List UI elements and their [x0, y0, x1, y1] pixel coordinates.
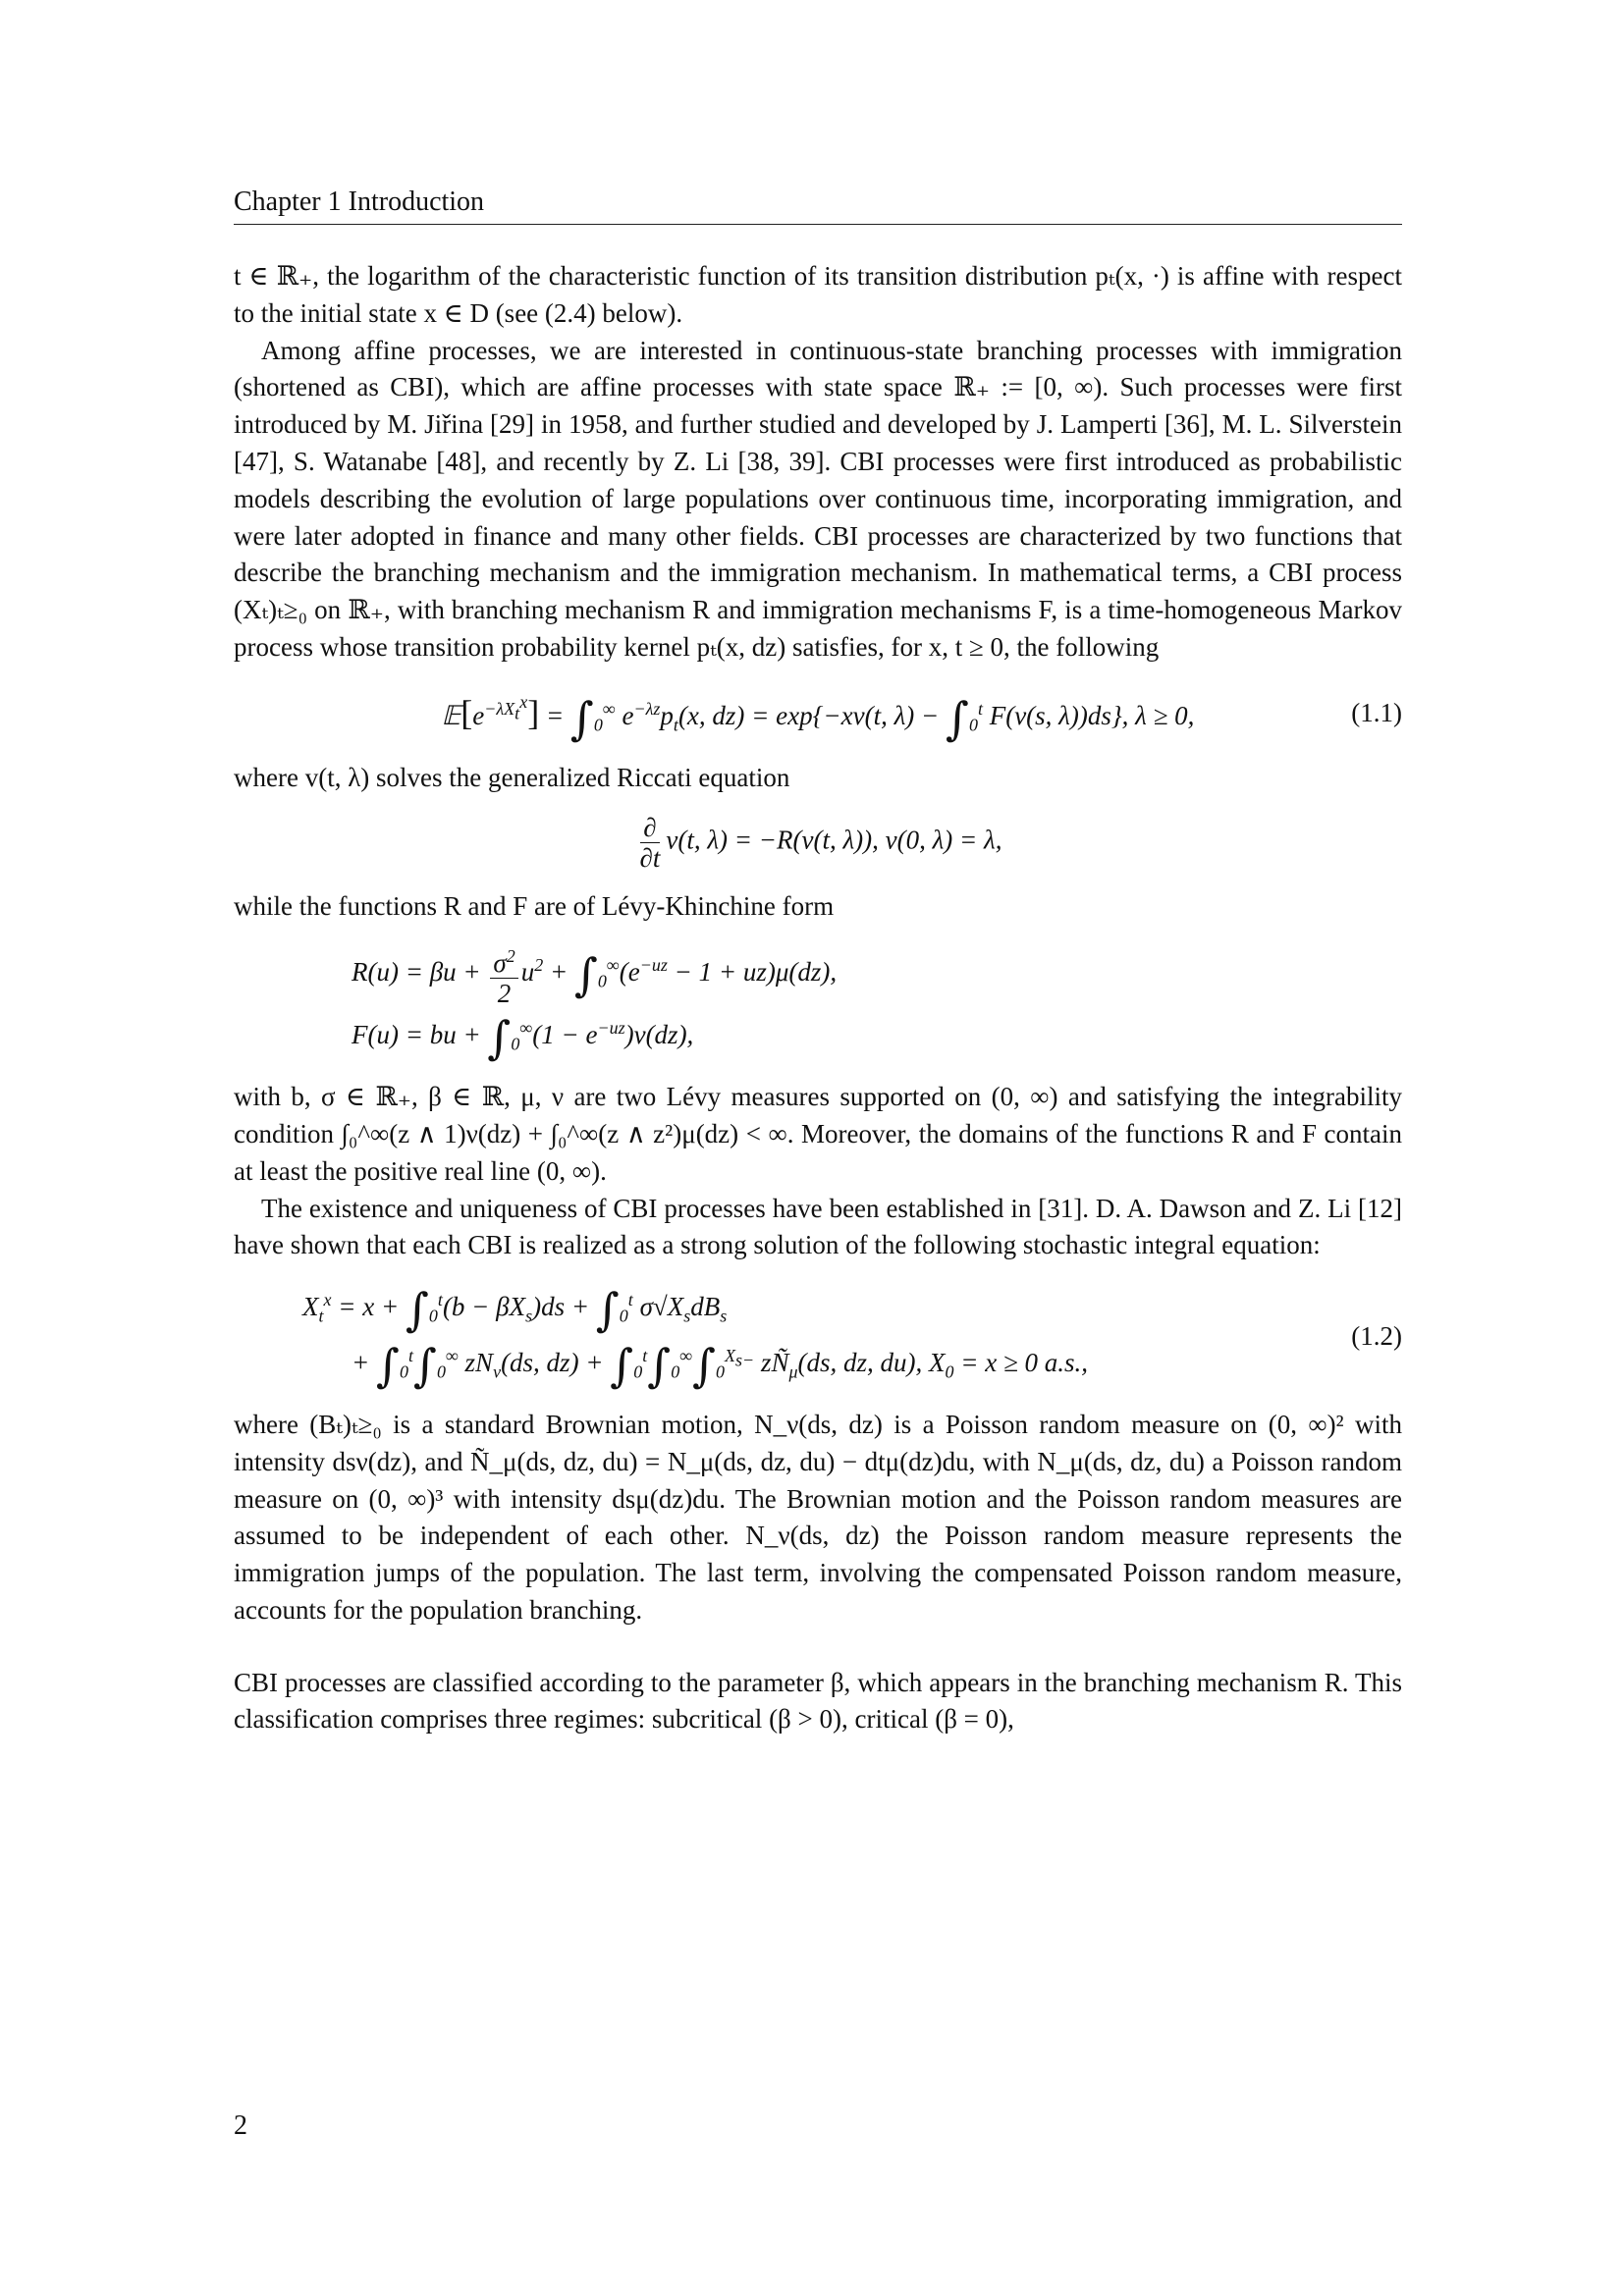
running-header: Chapter 1 Introduction [234, 187, 1402, 225]
paragraph-7: where (Bₜ)ₜ≥₀ is a standard Brownian motion, N_ν(ds, dz) is a Poisson random measure on (0, ∞)² with intensity dsν(dz), and Ñ_μ(ds, dz, du) = N_μ(ds, dz, du) − dtμ(dz)du, with N_μ(ds, dz, du) a Poisson random measure on (0, ∞)³ with intensity dsμ(dz)du. The Brownian motion and the Poisson random measures are assumed to be independent of each other. N_ν(ds, dz) the Poisson random measure represents the immigration jumps of the population. The last term, involving the compensated Poisson random measure, accounts for the population branching. [234, 1409, 1402, 1625]
main-text [234, 258, 1402, 1738]
equation-1-1: $𝔼[e^{-\lambda X_t^x}] = \int_0^\infty$ $e^{-\lambda z}p_t(x$, dz) = exp{−xv(t, $\lambda) - \int_0^t$ F(v(s, λ))ds}, λ ≥ 0, (1.1) [441, 691, 1402, 745]
paragraph-8: CBI processes are classified according to the parameter β, which appears in the branching mechanism R. This classification comprises three regimes: subcritical (β > 0), critical (β = 0), [234, 1667, 1402, 1735]
paragraph-6: The existence and uniqueness of CBI processes have been established in [31]. D. A. Dawson and Z. Li [12] have shown that each CBI is realized as a strong solution of the following stochastic integral equation: [234, 1193, 1402, 1260]
equation-1-2: $X_t^x = x + \int_0^t(b - \beta X_s)ds + \int_0^t$ $\sigma√X_sdB_s$ + $\int_0^t\int_0^\infty$ $zN_\nu(ds$, $dz) + \int_0^t\int_0^\infty\int_0^{X_{s-}}$ $zÑ_\mu(ds$, dz, du), $X_0 = x \ge 0$ a.s., (1.2) [302, 1283, 1402, 1392]
paragraph-4: while the functions R and F are of Lévy-Khinchine form [234, 890, 835, 921]
equation-number-1-2: (1.2) [1351, 1320, 1402, 1351]
paragraph-1: t ∈ ℝ₊, the logarithm of the characteristic function of its transition distribution pₜ(x, ·) is affine with respect to the initial state x ∈ D (see (2.4) below). [234, 261, 1402, 328]
equation-levy-khinchine: R(u) = βu + $\frac{\sigma^2}{2}$ $u^2 + \int_0^\infty(e^{-uz} - 1 + uz)\mu(dz)$, F(u) = bu + $\int_0^\infty(1 - e^{-uz})\nu(dz)$, [234, 941, 1402, 1063]
paragraph-5: with b, σ ∈ ℝ₊, β ∈ ℝ, μ, ν are two Lévy measures supported on (0, ∞) and satisfying the integrability condition ∫₀^∞(z ∧ 1)ν(dz) + ∫₀^∞(z ∧ z²)μ(dz) < ∞. Moreover, the domains of the functions R and F contain at least the positive real line (0, ∞). [234, 1082, 1402, 1186]
equation-number-1-1: (1.1) [1351, 698, 1402, 728]
equation-riccati: $\frac{\partial}{\partial t}$ v(t, λ) = −R(v(t, λ)), v(0, λ) = λ, [639, 812, 1002, 873]
paragraph-3: where v(t, λ) solves the generalized Riccati equation [234, 763, 790, 793]
paragraph-2: Among affine processes, we are interested in continuous-state branching processes with immigration (shortened as CBI), which are affine processes with state space ℝ₊ := [0, ∞). Such processes were first introduced by M. Jiřina [29] in 1958, and further studied and developed by J. Lamperti [36], M. L. Silverstein [47], S. Watanabe [48], and recently by Z. Li [38, 39]. CBI processes were first introduced as probabilistic models describing the evolution of large populations over continuous time, incorporating immigration, and were later adopted in finance and many other fields. CBI processes are characterized by two functions that describe the branching mechanism and the immigration mechanism. In mathematical terms, a CBI process (Xₜ)ₜ≥₀ on ℝ₊, with branching mechanism R and immigration mechanisms F, is a time-homogeneous Markov process whose transition probability kernel pₜ(x, dz) satisfies, for x, t ≥ 0, the following [234, 335, 1402, 662]
page-content [234, 187, 1402, 1738]
page-number: 2 [234, 2110, 247, 2141]
